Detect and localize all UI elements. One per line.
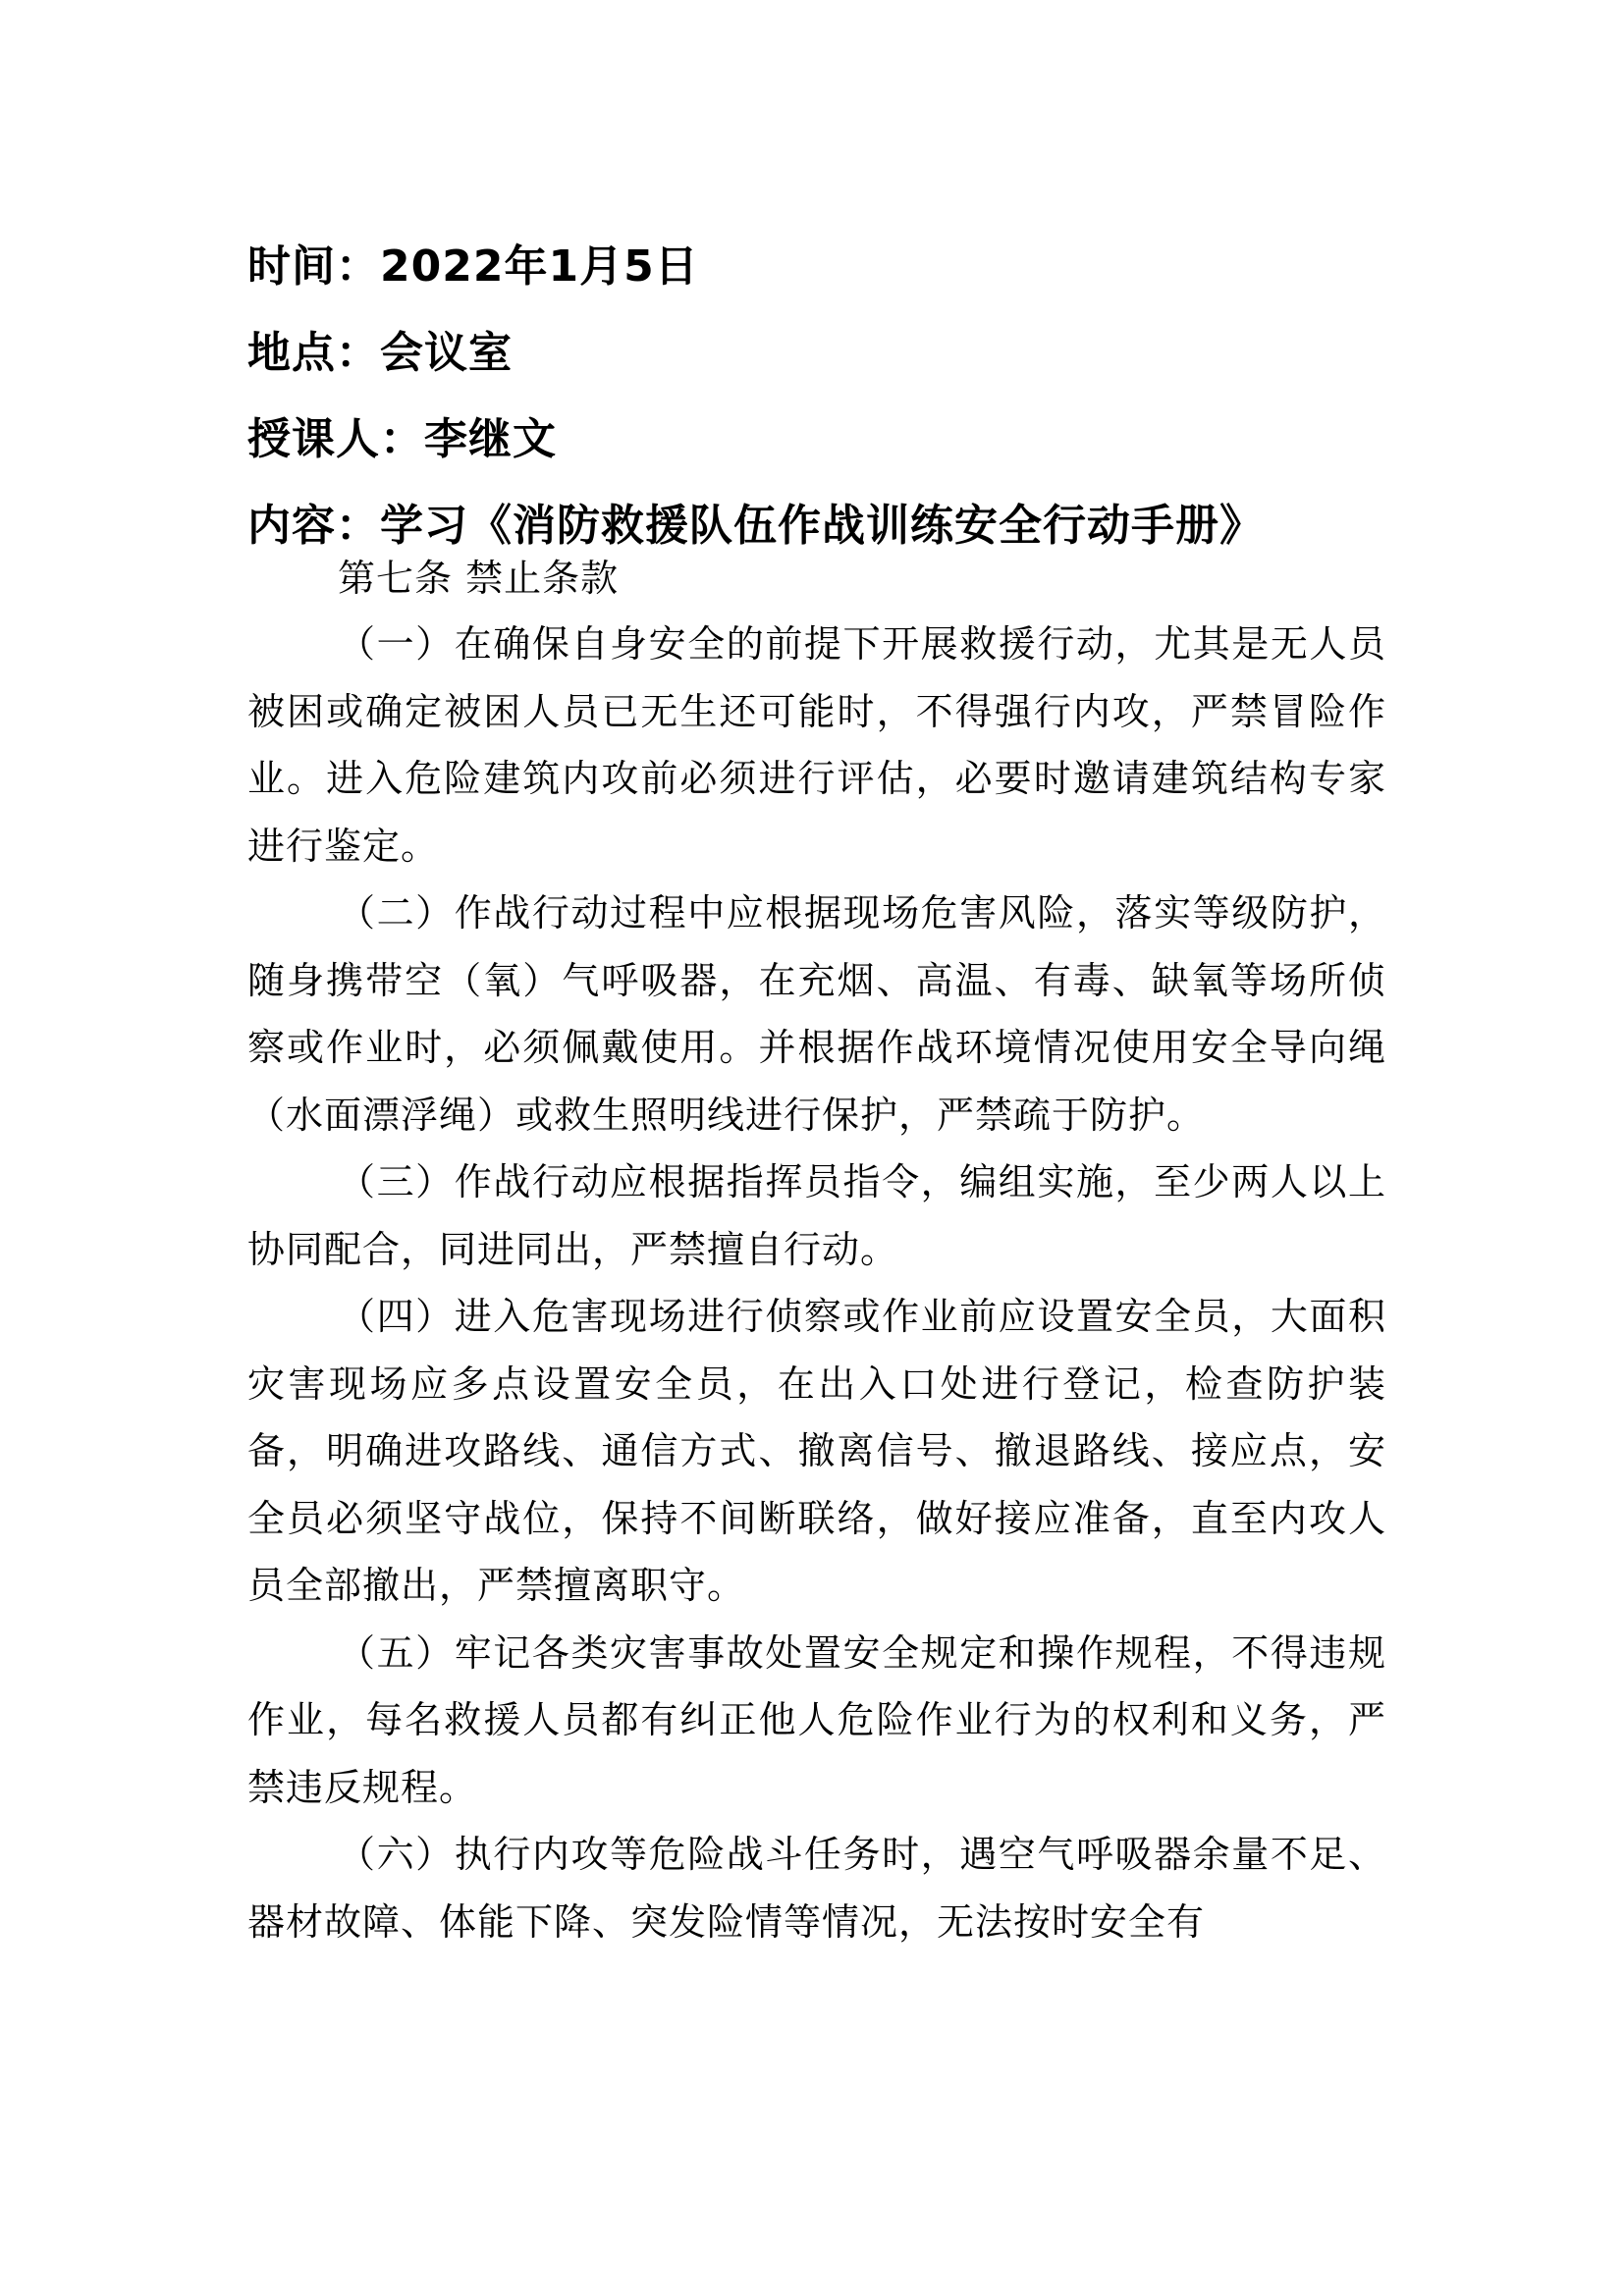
paragraph-4: （四）进入危害现场进行侦察或作业前应设置安全员，大面积灾害现场应多点设置安全员，在出入口处进行登记，检查防护装备，明确进攻路线、通信方式、撤离信号、撤退路线、接应点，安全员必须坚守战位，保持不间断联络，做好接应准备，直至内攻人员全部撤出，严禁擅离职守。 bbox=[247, 1295, 1386, 1607]
paragraph-6: （六）执行内攻等危险战斗任务时，遇空气呼吸器余量不足、器材故障、体能下降、突发险情等情况，无法按时安全有 bbox=[247, 1833, 1386, 1944]
article-title: 第七条 禁止条款 bbox=[338, 557, 620, 600]
meeting-location: 地点：会议室 bbox=[247, 328, 513, 378]
paragraph-5: （五）牢记各类灾害事故处置安全规定和操作规程，不得违规作业，每名救援人员都有纠正他人危险作业行为的权利和义务，严禁违反规程。 bbox=[247, 1630, 1386, 1809]
meeting-content: 内容：学习《消防救援队伍作战训练安全行动手册》 bbox=[247, 501, 1264, 551]
article-body bbox=[247, 611, 1386, 1955]
paragraph-1: （一）在确保自身安全的前提下开展救援行动，尤其是无人员被困或确定被困人员已无生还可能时，不得强行内攻，严禁冒险作业。进入危险建筑内攻前必须进行评估，必要时邀请建筑结构专家进行鉴定。 bbox=[247, 622, 1386, 868]
paragraph-2: （二）作战行动过程中应根据现场危害风险，落实等级防护，随身携带空（氧）气呼吸器，在充烟、高温、有毒、缺氧等场所侦察或作业时，必须佩戴使用。并根据作战环境情况使用安全导向绳（水面漂浮绳）或救生照明线进行保护，严禁疏于防护。 bbox=[247, 891, 1386, 1137]
meeting-lecturer: 授课人：李继文 bbox=[247, 414, 557, 464]
meeting-time: 时间：2022年1月5日 bbox=[247, 241, 699, 292]
paragraph-3: （三）作战行动应根据指挥员指令，编组实施，至少两人以上协同配合，同进同出，严禁擅自行动。 bbox=[247, 1160, 1386, 1271]
meeting-info bbox=[247, 224, 1406, 569]
